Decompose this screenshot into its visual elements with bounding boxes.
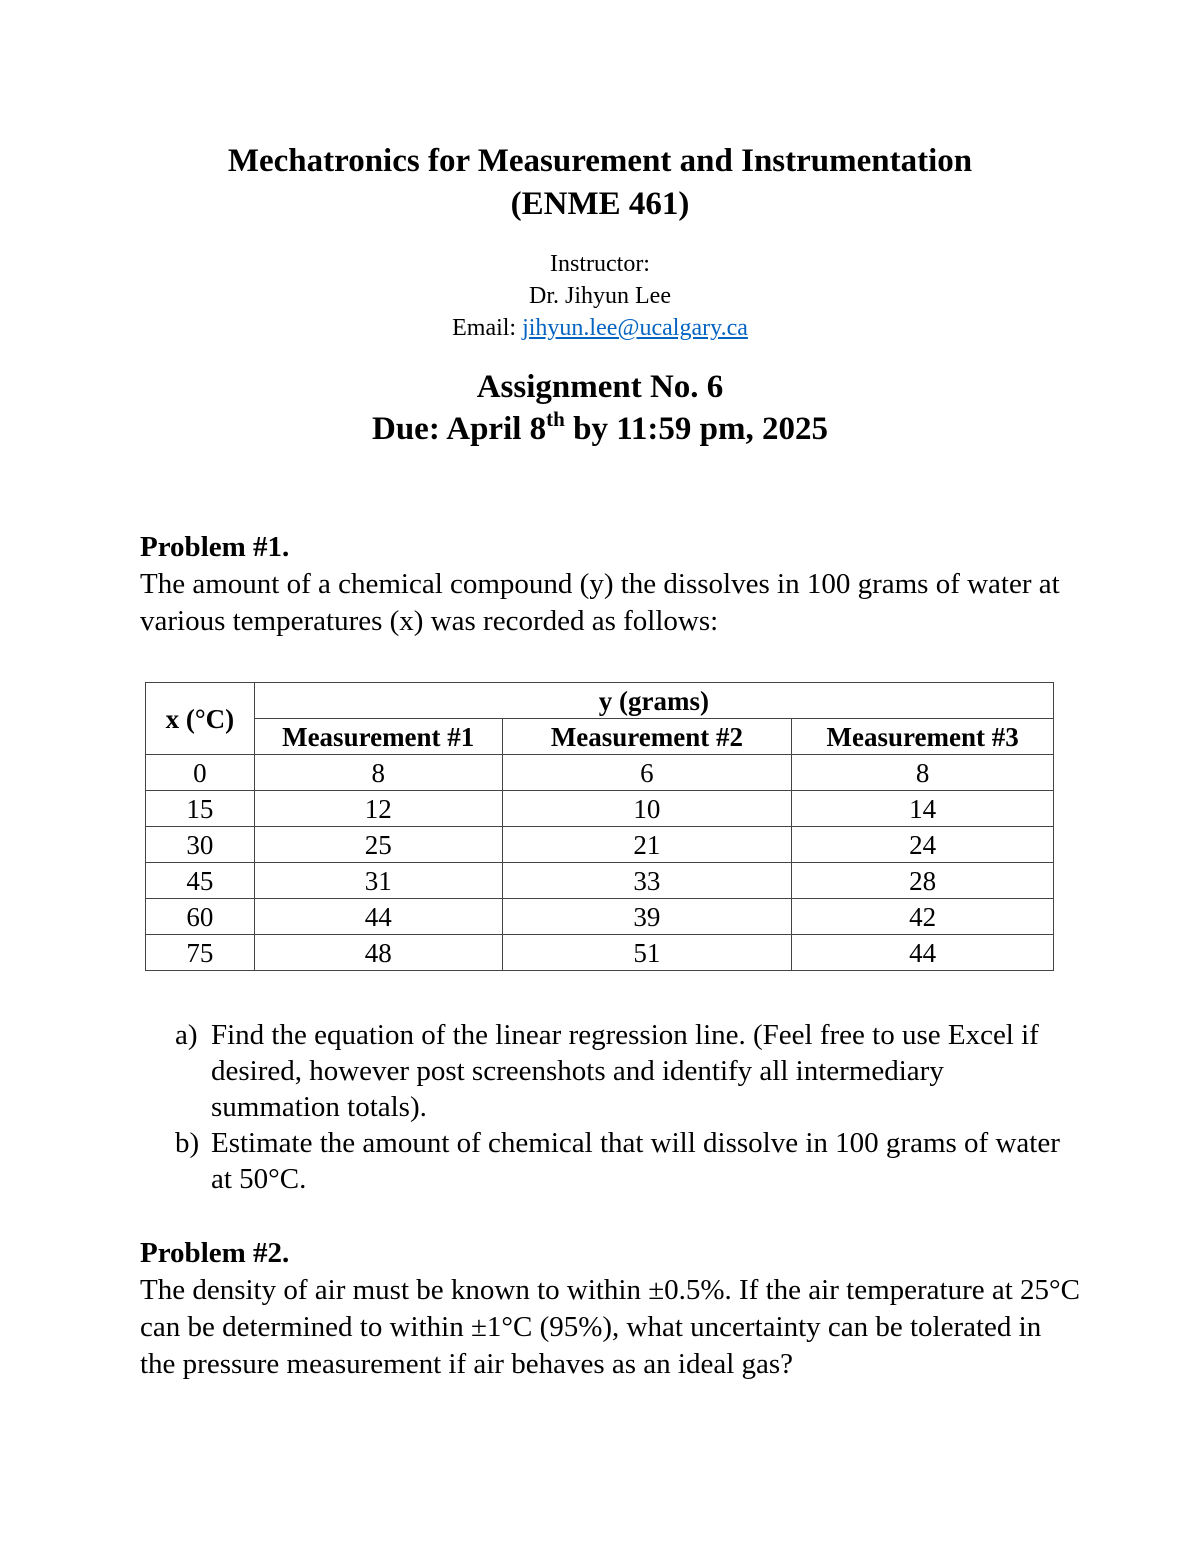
table-cell: 31: [254, 863, 502, 899]
email-link[interactable]: jihyun.lee@ucalgary.ca: [522, 315, 748, 341]
part-letter: b): [175, 1127, 200, 1159]
table-cell: 25: [254, 827, 502, 863]
due-suffix: by 11:59 pm, 2025: [564, 411, 828, 447]
part-text: Estimate the amount of chemical that will dissolve in 100 grams of water at 50°C.: [211, 1127, 1060, 1195]
table-row: [146, 791, 1054, 827]
problem-2-heading: Problem #2.: [140, 1237, 290, 1269]
course-code: (ENME 461): [510, 186, 690, 222]
table-cell: 8: [792, 755, 1054, 791]
part-text: Find the equation of the linear regression line. (Feel free to use Excel if desired, however post screenshots and identify all intermediary summation totals).: [211, 1019, 1039, 1123]
table-cell: 44: [792, 935, 1054, 971]
table-cell: 10: [502, 791, 792, 827]
x-cell: 0: [146, 755, 255, 791]
table-row: [146, 863, 1054, 899]
part-letter: a): [175, 1019, 198, 1051]
problem-1: [140, 529, 1070, 640]
problem-2-text: The density of air must be known to within ±0.5%. If the air temperature at 25°C can be determined to within ±1°C (95%), what uncertainty can be tolerated in the pressure measurement if air behaves as an ideal gas?: [140, 1274, 1080, 1380]
course-title-line1: Mechatronics for Measurement and Instrumentation: [227, 143, 973, 179]
table-row: [146, 899, 1054, 935]
assignment-block: [0, 366, 1200, 450]
table-cell: 12: [254, 791, 502, 827]
x-cell: 15: [146, 791, 255, 827]
data-table: [145, 682, 1054, 971]
problem-1-parts: [175, 1017, 1075, 1197]
table-cell: 39: [502, 899, 792, 935]
table-cell: 6: [502, 755, 792, 791]
measurement-2-header: Measurement #2: [502, 719, 792, 755]
problem-1-text: The amount of a chemical compound (y) the dissolves in 100 grams of water at various temperatures (x) was recorded as follows:: [140, 568, 1060, 637]
x-header: x (°C): [146, 683, 255, 755]
x-cell: 60: [146, 899, 255, 935]
table-cell: 48: [254, 935, 502, 971]
instructor-block: [0, 248, 1200, 344]
table-cell: 51: [502, 935, 792, 971]
table-cell: 24: [792, 827, 1054, 863]
table-cell: 28: [792, 863, 1054, 899]
x-cell: 30: [146, 827, 255, 863]
measurement-1-header: Measurement #1: [254, 719, 502, 755]
due-date: [0, 408, 1200, 450]
table-cell: 14: [792, 791, 1054, 827]
table-row: [146, 827, 1054, 863]
instructor-name: Dr. Jihyun Lee: [529, 283, 671, 309]
part-b: [175, 1125, 1075, 1197]
email-line: [0, 312, 1200, 344]
table-cell: 42: [792, 899, 1054, 935]
table-cell: 33: [502, 863, 792, 899]
due-superscript: th: [546, 407, 565, 431]
x-cell: 75: [146, 935, 255, 971]
part-a: [175, 1017, 1075, 1125]
course-title: [0, 140, 1200, 226]
x-cell: 45: [146, 863, 255, 899]
problem-2: [140, 1235, 1080, 1383]
measurement-3-header: Measurement #3: [792, 719, 1054, 755]
instructor-label: Instructor:: [550, 251, 650, 277]
due-prefix: Due: April 8: [372, 411, 547, 447]
table-row: [146, 755, 1054, 791]
table-cell: 8: [254, 755, 502, 791]
table-cell: 44: [254, 899, 502, 935]
table-row: [146, 935, 1054, 971]
table-cell: 21: [502, 827, 792, 863]
problem-1-heading: Problem #1.: [140, 531, 290, 563]
assignment-title: Assignment No. 6: [476, 369, 724, 405]
y-header: y (grams): [254, 683, 1053, 719]
email-label: Email:: [452, 315, 523, 341]
